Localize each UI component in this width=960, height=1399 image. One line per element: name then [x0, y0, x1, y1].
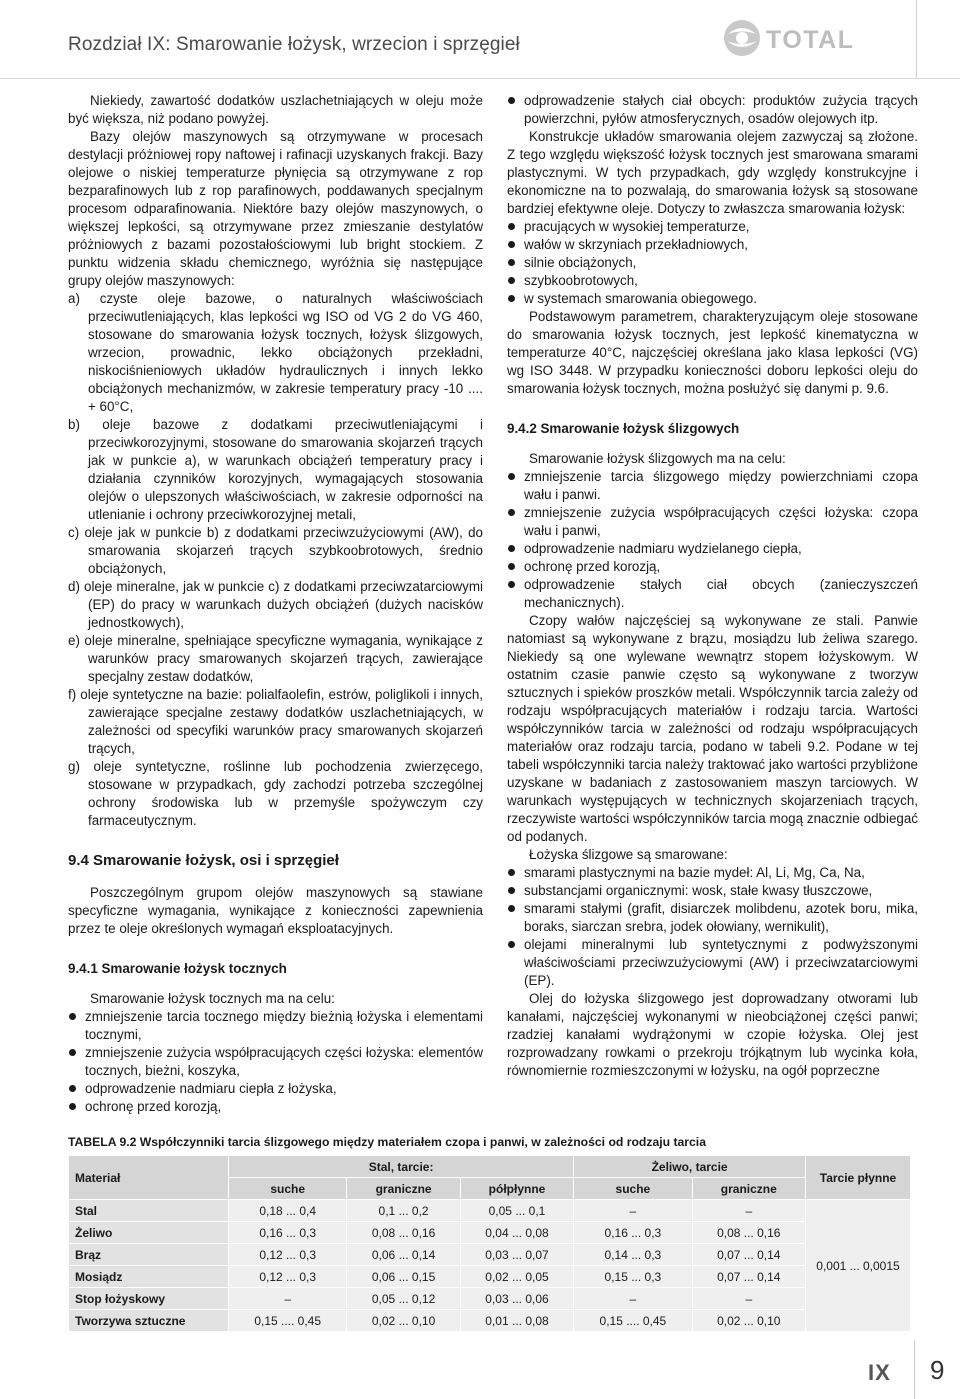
- table-cell: 0,01 ... 0,08: [460, 1310, 573, 1332]
- table-cell: 0,14 ... 0,3: [574, 1244, 692, 1266]
- list-item: wałów w skrzyniach przekładniowych,: [507, 236, 918, 254]
- list-item: odprowadzenie nadmiaru wydzielanego ciepła,: [507, 540, 918, 558]
- list-item: zmniejszenie tarcia tocznego między bieżnią łożyska i elementami tocznymi,: [68, 1008, 483, 1044]
- table-caption: TABELA 9.2 Współczynniki tarcia ślizgowego między materiałem czopa i panwi, w zależności od rodzaju tarcia: [68, 1135, 706, 1149]
- table-cell: 0,02 ... 0,05: [460, 1266, 573, 1288]
- list-item: odprowadzenie stałych ciał obcych (zanieczyszczeń mechanicznych).: [507, 576, 918, 612]
- table-cell: –: [692, 1288, 805, 1310]
- chapter-title: Rozdział IX: Smarowanie łożysk, wrzecion i sprzęgieł: [68, 34, 520, 55]
- table-cell: 0,15 .... 0,45: [229, 1310, 347, 1332]
- table-cell: 0,18 ... 0,4: [229, 1200, 347, 1222]
- right-paragraph-4: Czopy wałów najczęściej są wykonywane ze stali. Panwie natomiast są wykonywane z brązu, mosiądzu lub żeliwa szarego. Niekiedy są one wylewane wewnątrz stopem łożyskowym. W ostatnim czasie panwie często są wykonywane z tworzyw sztucznych i spieków proszków metali. Współczynnik tarcia zależy od rodzaju współpracujących materiałów i rodzaju tarcia. Wartości współczynników tarcia w zależności od rodzaju współpracujących materiałów oraz rodzaju tarcia, podano w tabeli 9.2. Podane w tej tabeli współczynniki tarcia należy traktować jako wartości przybliżone uzyskane w badaniach z zastosowaniem maszyn tarciowych. W warunkach występujących w technicznych skojarzeniach trących, rzeczywiste wartości współczynników tarcia mogą znacznie odbiegać od podanych.: [507, 613, 918, 844]
- chapter-number: IX: [868, 1360, 891, 1385]
- total-logo: [722, 18, 897, 58]
- list-item: silnie obciążonych,: [507, 254, 918, 272]
- table-cell: 0,03 ... 0,07: [460, 1244, 573, 1266]
- table-row: [69, 1200, 911, 1222]
- table-cell: 0,05 ... 0,1: [460, 1200, 573, 1222]
- right-paragraph-1: Konstrukcje układów smarowania olejem zazwyczaj są złożone. Z tego względu większość łożysk tocznych jest smarowana smarami plastycznymi. W tych przypadkach, gdy względy konstrukcyjne i ekonomiczne na to pozwalają, do smarowania łożysk są stosowane bardziej efektywne oleje. Dotyczy to zwłaszcza smarowania łożysk:: [507, 129, 918, 216]
- row-label: Mosiądz: [69, 1266, 229, 1288]
- table-row: [69, 1244, 911, 1266]
- header-cast-iron: Żeliwo, tarcie: [574, 1156, 806, 1178]
- left-paragraph-1: Niekiedy, zawartość dodatków uszlachetniających w oleju może być większa, niż podano powyżej.: [68, 93, 483, 126]
- list-item: ochronę przed korozją,: [68, 1098, 483, 1116]
- oil-group-g: g) oleje syntetyczne, roślinne lub pochodzenia zwierzęcego, stosowane w przypadkach, gdy zachodzi potrzeba szczególnej ochrony środowiska lub w przemyśle spożywczym czy farmaceutycznym.: [68, 759, 483, 828]
- page-number: 9: [930, 1355, 945, 1385]
- oil-group-e: e) oleje mineralne, spełniające specyficzne wymagania, wynikające z warunków pracy smarowanych skojarzeń trących, zawierające specjalny zestaw dodatków,: [68, 633, 483, 684]
- table-cell: 0,16 ... 0,3: [229, 1222, 347, 1244]
- list-item: ochronę przed korozją,: [507, 558, 918, 576]
- list-item: substancjami organicznymi: wosk, stałe kwasy tłuszczowe,: [507, 882, 918, 900]
- table-cell: 0,02 ... 0,10: [692, 1310, 805, 1332]
- footer-divider: [914, 1340, 915, 1399]
- row-label: Stop łożyskowy: [69, 1288, 229, 1310]
- right-paragraph-6: Olej do łożyska ślizgowego jest doprowadzany otworami lub kanałami, najczęściej wykonanymi w nieobciążonej części panwi; rzadziej kanałami wydrążonymi w czopie łożyska. Olej jest rozprowadzany rowkami o przekroju trójkątnym lub wycinka koła, równomiernie rozmieszczonymi w łożysku, na ogół poprzeczne: [507, 991, 918, 1078]
- table-cell: 0,16 ... 0,3: [574, 1222, 692, 1244]
- table-cell: 0,06 ... 0,14: [347, 1244, 460, 1266]
- header-material: Materiał: [69, 1156, 229, 1200]
- header-corner-divider: [916, 0, 917, 78]
- oil-group-b: b) oleje bazowe z dodatkami przeciwutleniającymi i przeciwkorozyjnymi, stosowane do smarowania skojarzeń trących jak w punkcie a), w warunkach obciążeń temperatury pracy i działania czynników korozyjnych, wymagających stosowania olejów o ulepszonych właściwościach, w zakresie odporności na utlenianie i ochrony przeciwkorozyjnej metali,: [68, 417, 483, 522]
- table-cell: 0,07 ... 0,14: [692, 1266, 805, 1288]
- list-item: smarami stałymi (grafit, disiarczek molibdenu, azotek boru, mika, boraks, siarczan srebra, jodek ołowiany, wernikulit),: [507, 900, 918, 936]
- table-cell: 0,04 ... 0,08: [460, 1222, 573, 1244]
- table-cell: 0,1 ... 0,2: [347, 1200, 460, 1222]
- left-paragraph-2: Bazy olejów maszynowych są otrzymywane w procesach destylacji próżniowej ropy naftowej i rafinacji uzyskanych frakcji. Bazy olejowe o niskiej temperaturze płynięcia są otrzymywane z rop bezparafinowych lub z rop parafinowych, poddawanych specjalnym procesom odparafinowania. Niektóre bazy olejów maszynowych, o większej lepkości, są otrzymywane przez zmieszanie destylatów próżniowych z bazami pozostałościowymi lub bright stockiem. Z punktu widzenia składu chemicznego, wyróżnia się następujące grupy olejów maszynowych:: [68, 129, 483, 288]
- list-item: w systemach smarowania obiegowego.: [507, 290, 918, 308]
- list-item: smarami plastycznymi na bazie mydeł: Al, Li, Mg, Ca, Na,: [507, 864, 918, 882]
- oil-group-f: f) oleje syntetyczne na bazie: polialfaolefin, estrów, poliglikoli i innych, zawierające specjalne zestawy dodatków uszlachetniających, w zależności od specyfiki warunków pracy smarowanych skojarzeń trących,: [68, 687, 483, 756]
- section-heading-9-4-2: 9.4.2 Smarowanie łożysk ślizgowych: [507, 421, 740, 436]
- header-fluid-friction: Tarcie płynne: [806, 1156, 911, 1200]
- table-cell: 0,08 ... 0,16: [347, 1222, 460, 1244]
- table-row: [69, 1222, 911, 1244]
- table-cell: 0,12 ... 0,3: [229, 1266, 347, 1288]
- list-item: zmniejszenie tarcia ślizgowego między powierzchniami czopa wału i panwi.: [507, 468, 918, 504]
- row-label: Tworzywa sztuczne: [69, 1310, 229, 1332]
- table-row: [69, 1266, 911, 1288]
- table-header-row: [69, 1156, 911, 1178]
- list-item: szybkoobrotowych,: [507, 272, 918, 290]
- header-rule: [0, 78, 960, 79]
- subheader-dry: suche: [574, 1178, 692, 1200]
- row-label: Żeliwo: [69, 1222, 229, 1244]
- subheader-boundary: graniczne: [347, 1178, 460, 1200]
- row-label: Stal: [69, 1200, 229, 1222]
- list-item: pracujących w wysokiej temperaturze,: [507, 218, 918, 236]
- right-paragraph-3: Smarowanie łożysk ślizgowych ma na celu:: [529, 451, 786, 466]
- list-item: zmniejszenie zużycia współpracujących części łożyska: elementów tocznych, bieżni, koszyka,: [68, 1044, 483, 1080]
- table-cell: 0,15 ... 0,3: [574, 1266, 692, 1288]
- table-row: [69, 1310, 911, 1332]
- table-row: [69, 1288, 911, 1310]
- table-cell: 0,05 ... 0,12: [347, 1288, 460, 1310]
- left-paragraph-4: Smarowanie łożysk tocznych ma na celu:: [90, 991, 335, 1006]
- right-column: [507, 92, 918, 1080]
- subheader-semifluid: półpłynne: [460, 1178, 573, 1200]
- left-paragraph-3: Poszczególnym grupom olejów maszynowych są stawiane specyficzne wymagania, wynikające z konieczności zapewnienia przez te oleje określonych wymagań eksploatacyjnych.: [68, 885, 483, 936]
- table-cell: 0,07 ... 0,14: [692, 1244, 805, 1266]
- table-cell: 0,08 ... 0,16: [692, 1222, 805, 1244]
- subheader-dry: suche: [229, 1178, 347, 1200]
- list-item: odprowadzenie stałych ciał obcych: produktów zużycia trących powierzchni, pyłów atmosferycznych, osadów olejowych itp.: [507, 92, 918, 128]
- list-item: zmniejszenie zużycia współpracujących części łożyska: czopa wału i panwi,: [507, 504, 918, 540]
- fluid-friction-value: 0,001 ... 0,0015: [806, 1200, 911, 1332]
- header-steel: Stal, tarcie:: [229, 1156, 574, 1178]
- list-item: olejami mineralnymi lub syntetycznymi z podwyższonymi właściwościami przeciwzużyciowymi (AW) i przeciwzatarciowymi (EP).: [507, 936, 918, 990]
- table-cell: 0,12 ... 0,3: [229, 1244, 347, 1266]
- table-cell: –: [574, 1288, 692, 1310]
- table-cell: 0,06 ... 0,15: [347, 1266, 460, 1288]
- logo-text: TOTAL: [766, 26, 855, 54]
- table-cell: –: [229, 1288, 347, 1310]
- table-cell: 0,03 ... 0,06: [460, 1288, 573, 1310]
- oil-group-a: a) czyste oleje bazowe, o naturalnych właściwościach przeciwutleniających, klas lepkości wg ISO od VG 2 do VG 460, stosowane do smarowania łożysk tocznych, łożysk ślizgowych, wrzecion, prowadnic, lekko obciążonych przekładni, niskociśnieniowych układów hydraulicznych i innych lekko obciążonych mechanizmów, w zakresie temperatury pracy -10 .... + 60°C,: [68, 291, 483, 414]
- table-cell: –: [574, 1200, 692, 1222]
- list-item: odprowadzenie nadmiaru ciepła z łożyska,: [68, 1080, 483, 1098]
- table-cell: –: [692, 1200, 805, 1222]
- table-cell: 0,02 ... 0,10: [347, 1310, 460, 1332]
- right-paragraph-5: Łożyska ślizgowe są smarowane:: [529, 847, 728, 862]
- right-paragraph-2: Podstawowym parametrem, charakteryzującym oleje stosowane do smarowania łożysk tocznych, jest lepkość kinematyczna w temperaturze 40°C, najczęściej określana jako klasa lepkości (VG) wg ISO 3448. W przypadku konieczności doboru lepkości oleju do smarowania łożysk tocznych, można posłużyć się danymi p. 9.6.: [507, 309, 918, 396]
- table-cell: 0,15 .... 0,45: [574, 1310, 692, 1332]
- subheader-boundary: graniczne: [692, 1178, 805, 1200]
- oil-group-c: c) oleje jak w punkcie b) z dodatkami przeciwzużyciowymi (AW), do smarowania skojarzeń trących szybkoobrotowych, średnio obciążonych,: [68, 525, 483, 576]
- section-heading-9-4-1: 9.4.1 Smarowanie łożysk tocznych: [68, 961, 287, 976]
- section-heading-9-4: 9.4 Smarowanie łożysk, osi i sprzęgieł: [68, 852, 339, 869]
- friction-coefficients-table: [68, 1155, 911, 1332]
- left-column: [68, 92, 483, 1116]
- oil-group-d: d) oleje mineralne, jak w punkcie c) z dodatkami przeciwzatarciowymi (EP) do pracy w warunkach dużych obciążeń (dużych nacisków jednostkowych),: [68, 579, 483, 630]
- row-label: Brąz: [69, 1244, 229, 1266]
